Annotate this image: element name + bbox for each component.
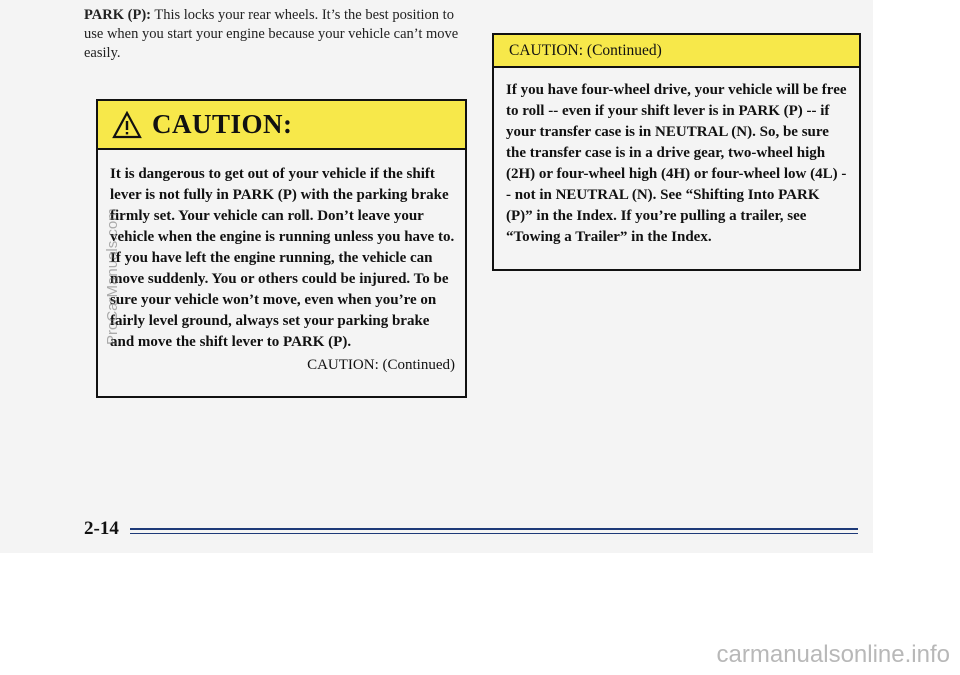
caution-box: [96, 99, 467, 398]
footer-rule-thin: [130, 533, 858, 534]
warning-triangle-icon: [112, 111, 142, 139]
page-footer: [84, 518, 858, 540]
park-description: [84, 6, 464, 63]
caution-title: CAUTION:: [152, 109, 293, 139]
caution-body-text: It is dangerous to get out of your vehicle if the shift lever is not fully in PARK (P) with the parking brake firmly set. Your vehicle can roll. Don’t leave your vehicle when the engine is running unless you have to. If you have left the engine running, the vehicle can move suddenly. You or others could be injured. To be sure your vehicle won’t move, even when you’re on fairly level ground, always set your parking brake and move the shift lever to PARK (P).: [110, 166, 455, 350]
caution-continued-label: CAUTION: (Continued): [307, 357, 455, 373]
caution-header: [98, 101, 465, 150]
caution-continued-body: If you have four-wheel drive, your vehicle will be free to roll -- even if your shift lever is in PARK (P) -- if your transfer case is in NEUTRAL (N). So, be sure the transfer case is in a drive gear, two-wheel high (2H) or four-wheel high (4H) or four-wheel low (4L) -- not in NEUTRAL (N). See “Shifting Into PARK (P)” in the Index. If you’re pulling a trailer, see “Towing a Trailer” in the Index.: [506, 82, 847, 245]
caution-body: [98, 150, 465, 376]
caution-continued-header: [494, 35, 859, 68]
page-number: 2-14: [84, 518, 119, 539]
footer-rule: [130, 528, 858, 530]
caution-continued-box: [492, 33, 861, 271]
caution-continued-title: CAUTION: (Continued): [509, 41, 662, 59]
side-watermark: [104, 195, 124, 345]
bottom-watermark: carmanualsonline.info: [716, 641, 950, 668]
park-term: PARK (P):: [84, 7, 151, 23]
side-watermark-text: ProCarManuals.com: [104, 208, 121, 345]
park-text: This locks your rear wheels. It’s the best position to use when you start your engine because your vehicle can’t move easily.: [84, 7, 459, 61]
